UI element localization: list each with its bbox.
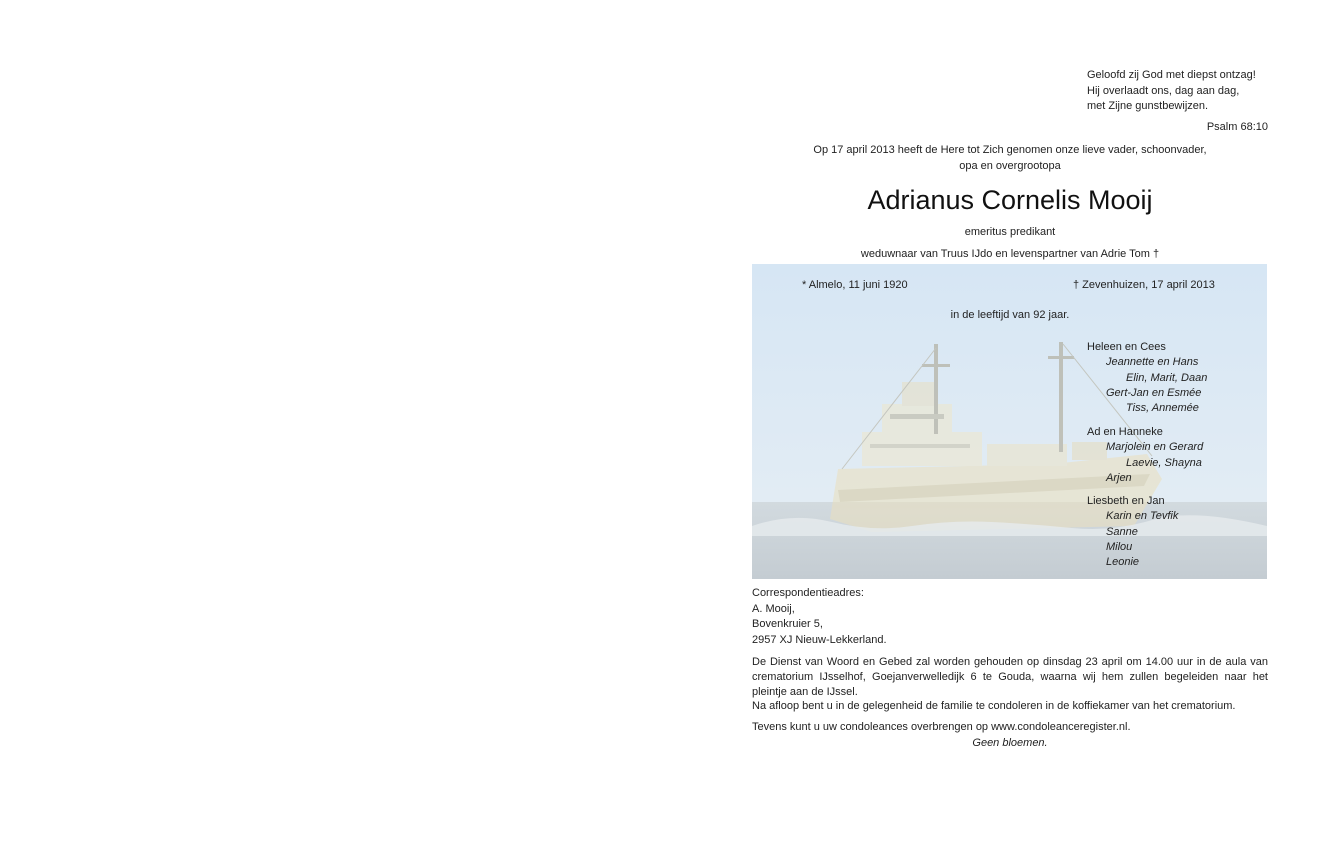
deceased-title: emeritus predikant xyxy=(964,226,1056,238)
family-member: Tiss, Annemée xyxy=(1126,402,1199,415)
address-line: Bovenkruier 5, xyxy=(752,618,823,630)
family-member: Sanne xyxy=(1106,525,1138,538)
death-info: † Zevenhuizen, 17 april 2013 xyxy=(1073,279,1215,291)
family-member: Karin en Tevfik xyxy=(1106,510,1179,523)
intro-line: Op 17 april 2013 heeft de Here tot Zich genomen onze lieve vader, schoonvader, xyxy=(813,144,1207,156)
widower-line: weduwnaar van Truus IJdo en levenspartner van Adrie Tom † xyxy=(860,248,1160,260)
family-member: Laevie, Shayna xyxy=(1126,456,1202,469)
family-member: Marjolein en Gerard xyxy=(1106,441,1204,454)
service-paragraph: Na afloop bent u in de gelegenheid de familie te condoleren in de koffiekamer van het crematorium. xyxy=(752,700,1236,713)
intro-line: opa en overgrootopa xyxy=(959,159,1061,172)
family-member: Arjen xyxy=(1106,471,1132,484)
service-paragraph: De Dienst van Woord en Gebed zal worden gehouden op dinsdag 23 april om 14.00 uur in de aula van crematorium IJsselhof, Goejanverwelledijk 6 te Gouda, waarna wij hem zullen begeleiden naar het pleintje aan de IJssel. xyxy=(752,656,1268,698)
family-head: Heleen en Cees xyxy=(1087,341,1166,353)
psalm-verse xyxy=(1087,68,1256,115)
family-group xyxy=(1087,425,1203,486)
family-member: Jeannette en Hans xyxy=(1106,356,1199,369)
birth-info: * Almelo, 11 juni 1920 xyxy=(802,279,908,291)
deceased-name: Adrianus Cornelis Mooij xyxy=(867,185,1153,215)
family-member: Gert-Jan en Esmée xyxy=(1106,386,1202,399)
service-info xyxy=(752,655,1268,714)
address-line: Correspondentieadres: xyxy=(752,587,864,599)
family-member: Milou xyxy=(1106,540,1133,553)
family-group xyxy=(1087,340,1207,416)
address-line: A. Mooij, xyxy=(752,602,795,615)
correspondence-address xyxy=(752,586,887,648)
family-head: Ad en Hanneke xyxy=(1087,426,1163,438)
announcement-intro xyxy=(760,143,1260,174)
family-head: Liesbeth en Jan xyxy=(1087,495,1165,507)
family-member: Leonie xyxy=(1106,556,1140,569)
address-line: 2957 XJ Nieuw-Lekkerland. xyxy=(752,633,887,646)
no-flowers-note: Geen bloemen. xyxy=(972,737,1048,749)
family-group xyxy=(1087,494,1178,570)
psalm-line: Hij overlaadt ons, dag aan dag, xyxy=(1087,84,1240,97)
psalm-line: Geloofd zij God met diepst ontzag! xyxy=(1087,69,1256,81)
psalm-reference: Psalm 68:10 xyxy=(1206,121,1268,133)
family-member: Elin, Marit, Daan xyxy=(1126,371,1208,384)
condolences-line: Tevens kunt u uw condoleances overbrengen op www.condoleanceregister.nl. xyxy=(752,721,1131,733)
age-line: in de leeftijd van 92 jaar. xyxy=(950,309,1070,321)
psalm-line: met Zijne gunstbewijzen. xyxy=(1087,100,1209,112)
